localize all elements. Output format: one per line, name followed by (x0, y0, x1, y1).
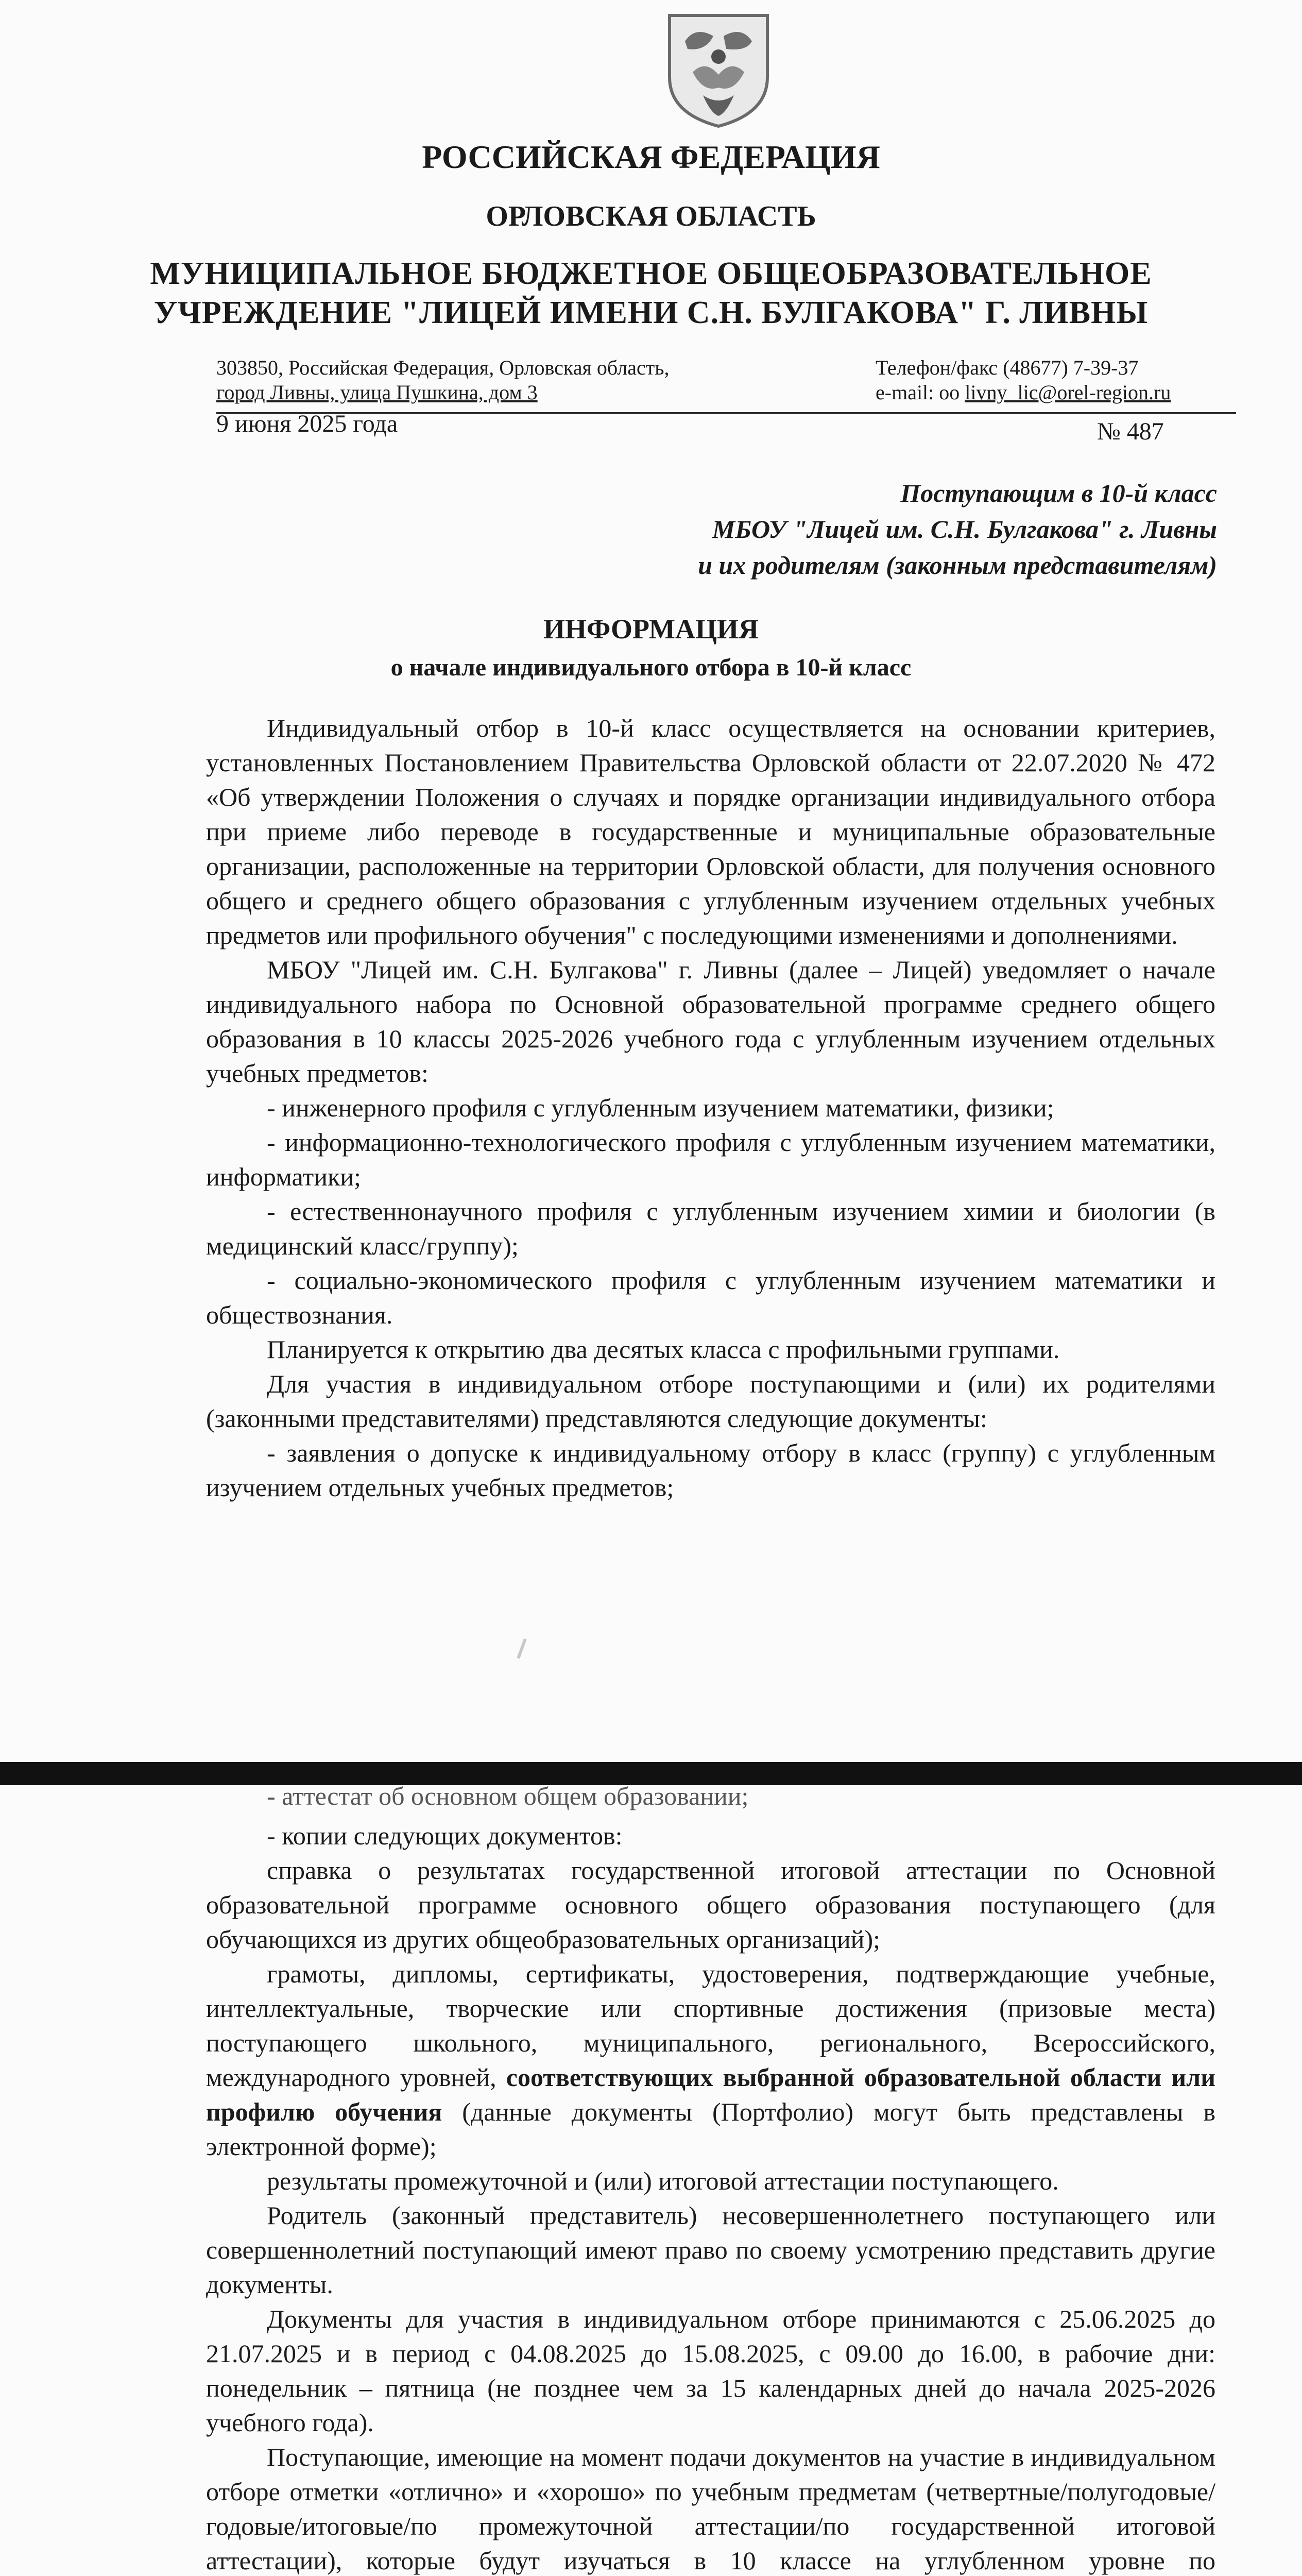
attestat-item: - аттестат об основном общем образовании; (267, 1785, 749, 1810)
diplomas-text-bold: соответствующих выбранной образовательной области или профилю обучения (206, 2063, 1215, 2126)
document-title: ИНФОРМАЦИЯ (543, 614, 759, 645)
paragraph-excellent (206, 2440, 1215, 2576)
document-subtitle: о начале индивидуального отбора в 10-й класс (390, 654, 912, 681)
profile-item: - социально-экономического профиля с углубленным изучением математики и обществознания. (206, 1266, 1215, 1329)
paragraph-dates: Документы для участия в индивидуальном отборе принимаются с 25.06.2025 до 21.07.2025 и в период с 04.08.2025 до 15.08.2025, с 09.00 до 16.00, в рабочие дни: понедельник – пятница (не позднее чем за 15 календарных дней до начала 2025-2026 учебного года). (206, 2304, 1215, 2437)
paragraph-documents: Для участия в индивидуальном отборе поступающими и (или) их родителями (законными представителями) представляются следующие документы: (206, 1369, 1215, 1433)
profile-item: - естественнонаучного профиля с углубленным изучением химии и биологии (в медицинский класс/группу); (206, 1197, 1215, 1260)
region-heading: ОРЛОВСКАЯ ОБЛАСТЬ (486, 200, 816, 232)
scan-mark (517, 1638, 526, 1659)
addressee-line-3: и их родителям (законным представителям) (698, 551, 1217, 580)
document-number: № 487 (1097, 418, 1164, 445)
country-heading: РОССИЙСКАЯ ФЕДЕРАЦИЯ (422, 139, 880, 175)
diplomas-text-c: (данные документы (Портфолио) могут быть представлены в электронной форме); (206, 2097, 1215, 2161)
document-date: 9 июня 2025 года (216, 410, 398, 437)
addressee-line-1: Поступающим в 10-й класс (900, 479, 1217, 507)
addressee-line-2: МБОУ "Лицей им. С.Н. Булгакова" г. Ливны (712, 515, 1217, 544)
document-item: - заявления о допуске к индивидуальному отбору в класс (группу) с углубленным изучением отдельных учебных предметов; (206, 1438, 1215, 1502)
diplomas-item (206, 1957, 1215, 2164)
diplomas-text-a: грамоты, дипломы, сертификаты, удостоверения, подтверждающие учебные, интеллектуальные, творческие или спортивные достижения (призовые места) поступающего школьного, муниципального, регионального, Всероссийского, международного уровней, (206, 1959, 1215, 2092)
address-line-2: город Ливны, улица Пушкина, дом 3 (216, 381, 538, 404)
document-page-2 (0, 1785, 1302, 2576)
phone-fax: Телефон/факс (48677) 7-39-37 (876, 356, 1139, 379)
organization-name-line-1: МУНИЦИПАЛЬНОЕ БЮДЖЕТНОЕ ОБЩЕОБРАЗОВАТЕЛЬНОЕ (150, 256, 1152, 291)
email-link[interactable]: livny_lic@orel-region.ru (965, 381, 1171, 404)
profile-item: - инженерного профиля с углубленным изучением математики, физики; (267, 1093, 1054, 1122)
page-separator (0, 1762, 1302, 1785)
address-line-1: 303850, Российская Федерация, Орловская область, (216, 356, 670, 379)
organization-name-line-2: УЧРЕЖДЕНИЕ "ЛИЦЕЙ ИМЕНИ С.Н. БУЛГАКОВА" Г. ЛИВНЫ (153, 295, 1149, 330)
results-item: результаты промежуточной и (или) итоговой аттестации поступающего. (267, 2166, 1059, 2195)
paragraph-announcement: МБОУ "Лицей им. С.Н. Булгакова" г. Ливны (далее – Лицей) уведомляет о начале индивидуального набора по Основной образовательной программе среднего общего образования в 10 классы 2025-2026 учебного года с углубленным изучением отдельных учебных предметов: (206, 955, 1215, 1088)
certificate-item: справка о результатах государственной итоговой аттестации по Основной образовательной программе основного общего образования поступающего (для обучающихся из других общеобразовательных организаций); (206, 1856, 1215, 1954)
paragraph-classes: Планируется к открытию два десятых класса с профильными группами. (267, 1335, 1060, 1364)
excellent-text-a: Поступающие, имеющие на момент подачи документов на участие в индивидуальном отборе отметки «отлично» и «хорошо» по учебным предметам (четвертные/полугодовые/годовые/итоговые/по промежуточной аттестации/по государственной итоговой аттестации), которые будут изучаться в 10 классе на углубленном уровне по (206, 2443, 1215, 2575)
email-prefix: e-mail: oo (876, 381, 965, 404)
page-2-body (206, 1819, 1215, 2576)
paragraph-parent-rights: Родитель (законный представитель) несовершеннолетнего поступающего или совершеннолетний поступающий имеют право по своему усмотрению представить другие документы. (206, 2201, 1215, 2299)
cut-line-item (206, 1785, 1215, 1814)
paragraph-legal-basis: Индивидуальный отбор в 10-й класс осуществляется на основании критериев, установленных Постановлением Правительства Орловской области от 22.07.2020 № 472 «Об утверждении Положения о случаях и порядке организации индивидуального отбора при приеме либо переводе в государственные и муниципальные образовательные организации, расположенные на территории Орловской области, для получения основного общего и среднего общего образования с углубленным изучением отдельных учебных предметов или профильного обучения" с последующими изменениями и дополнениями. (206, 714, 1215, 950)
page-1-body (206, 711, 1215, 1505)
email-line (876, 380, 1171, 404)
coat-of-arms-icon (664, 10, 773, 129)
profile-item: - информационно-технологического профиля с углубленным изучением математики, информатики; (206, 1128, 1215, 1191)
copies-item: - копии следующих документов: (267, 1821, 623, 1850)
